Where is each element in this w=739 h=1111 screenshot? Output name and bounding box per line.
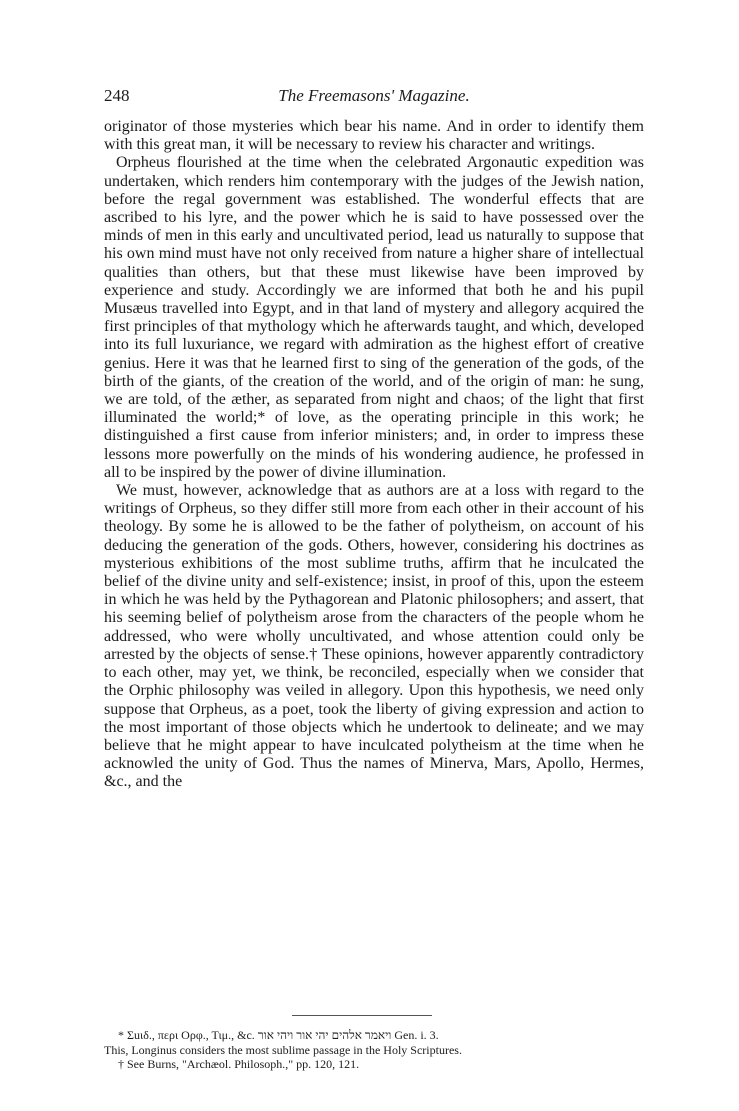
body-text (104, 118, 644, 792)
footnotes (104, 1028, 644, 1072)
paragraph-3: We must, however, acknowledge that as authors are at a loss with regard to the writings of Orpheus, so they differ still more from each other in their account of his theology. By some he is allowed to be the father of polytheism, on account of his deducing the generation of the gods. Others, however, considering his doctrines as mysterious exhibitions of the most sublime truths, affirm that he inculcated the belief of the divine unity and self-existence; insist, in proof of this, upon the esteem in which he was held by the Pythagorean and Platonic philosophers; and assert, that his seeming belief of polytheism arose from the characters of the people whom he addressed, who were wholly uncultivated, and whose attention could only be arrested by the objects of sense.† These opinions, however apparently contradictory to each other, may yet, we think, be reconciled, especially when we consider that the Orphic philosophy was veiled in allegory. Upon this hypothesis, we need only suppose that Orpheus, as a poet, took the liberty of giving expression and action to the most important of those objects which he undertook to delineate; and we may believe that he might appear to have inculcated polytheism at the time when he acknowled the unity of God. Thus the names of Minerva, Mars, Apollo, Hermes, &c., and the (104, 482, 644, 791)
footnote-1-continuation: This, Longinus considers the most sublime passage in the Holy Scriptures. (104, 1042, 462, 1057)
footnote-divider (292, 1015, 432, 1016)
page-header (104, 86, 644, 108)
footnote-2: † See Burns, "Archæol. Philosoph.," pp. 120, 121. (118, 1057, 360, 1071)
page-number: 248 (104, 86, 130, 105)
paragraph-1: originator of those mysteries which bear his name. And in order to identify them with this great man, it will be necessary to review his character and writings. (104, 118, 644, 154)
footnote-1: * Σuιδ., περι Ορφ., Τιμ., &c. ויאמר אלהים יהי אור ויהי אור Gen. i. 3. (118, 1028, 439, 1042)
running-title: The Freemasons' Magazine. (278, 86, 470, 105)
paragraph-2: Orpheus flourished at the time when the celebrated Argonautic expedition was undertaken, which renders him contemporary with the judges of the Jewish nation, before the regal government was established. The wonderful effects that are ascribed to his lyre, and the power which he is said to have possessed over the minds of men in this early and uncultivated period, lead us naturally to suppose that his own mind must have not only received from nature a higher share of intellectual qualities than others, but that these must likewise have been improved by experience and study. Accordingly we are informed that both he and his pupil Musæus travelled into Egypt, and in that land of mystery and allegory acquired the first principles of that mythology which he afterwards taught, and which, developed into its full luxuriance, we regard with admiration as the highest effort of creative genius. Here it was that he learned first to sing of the generation of the gods, of the birth of the giants, of the creation of the world, and of the origin of man: he sung, we are told, of the æther, as separated from night and chaos; of the light that first illuminated the world;* of love, as the operating principle in this work; he distinguished a first cause from inferior ministers; and, in order to impress these lessons more powerfully on the minds of his wondering audience, he professed in all to be inspired by the power of divine illumination. (104, 154, 644, 481)
